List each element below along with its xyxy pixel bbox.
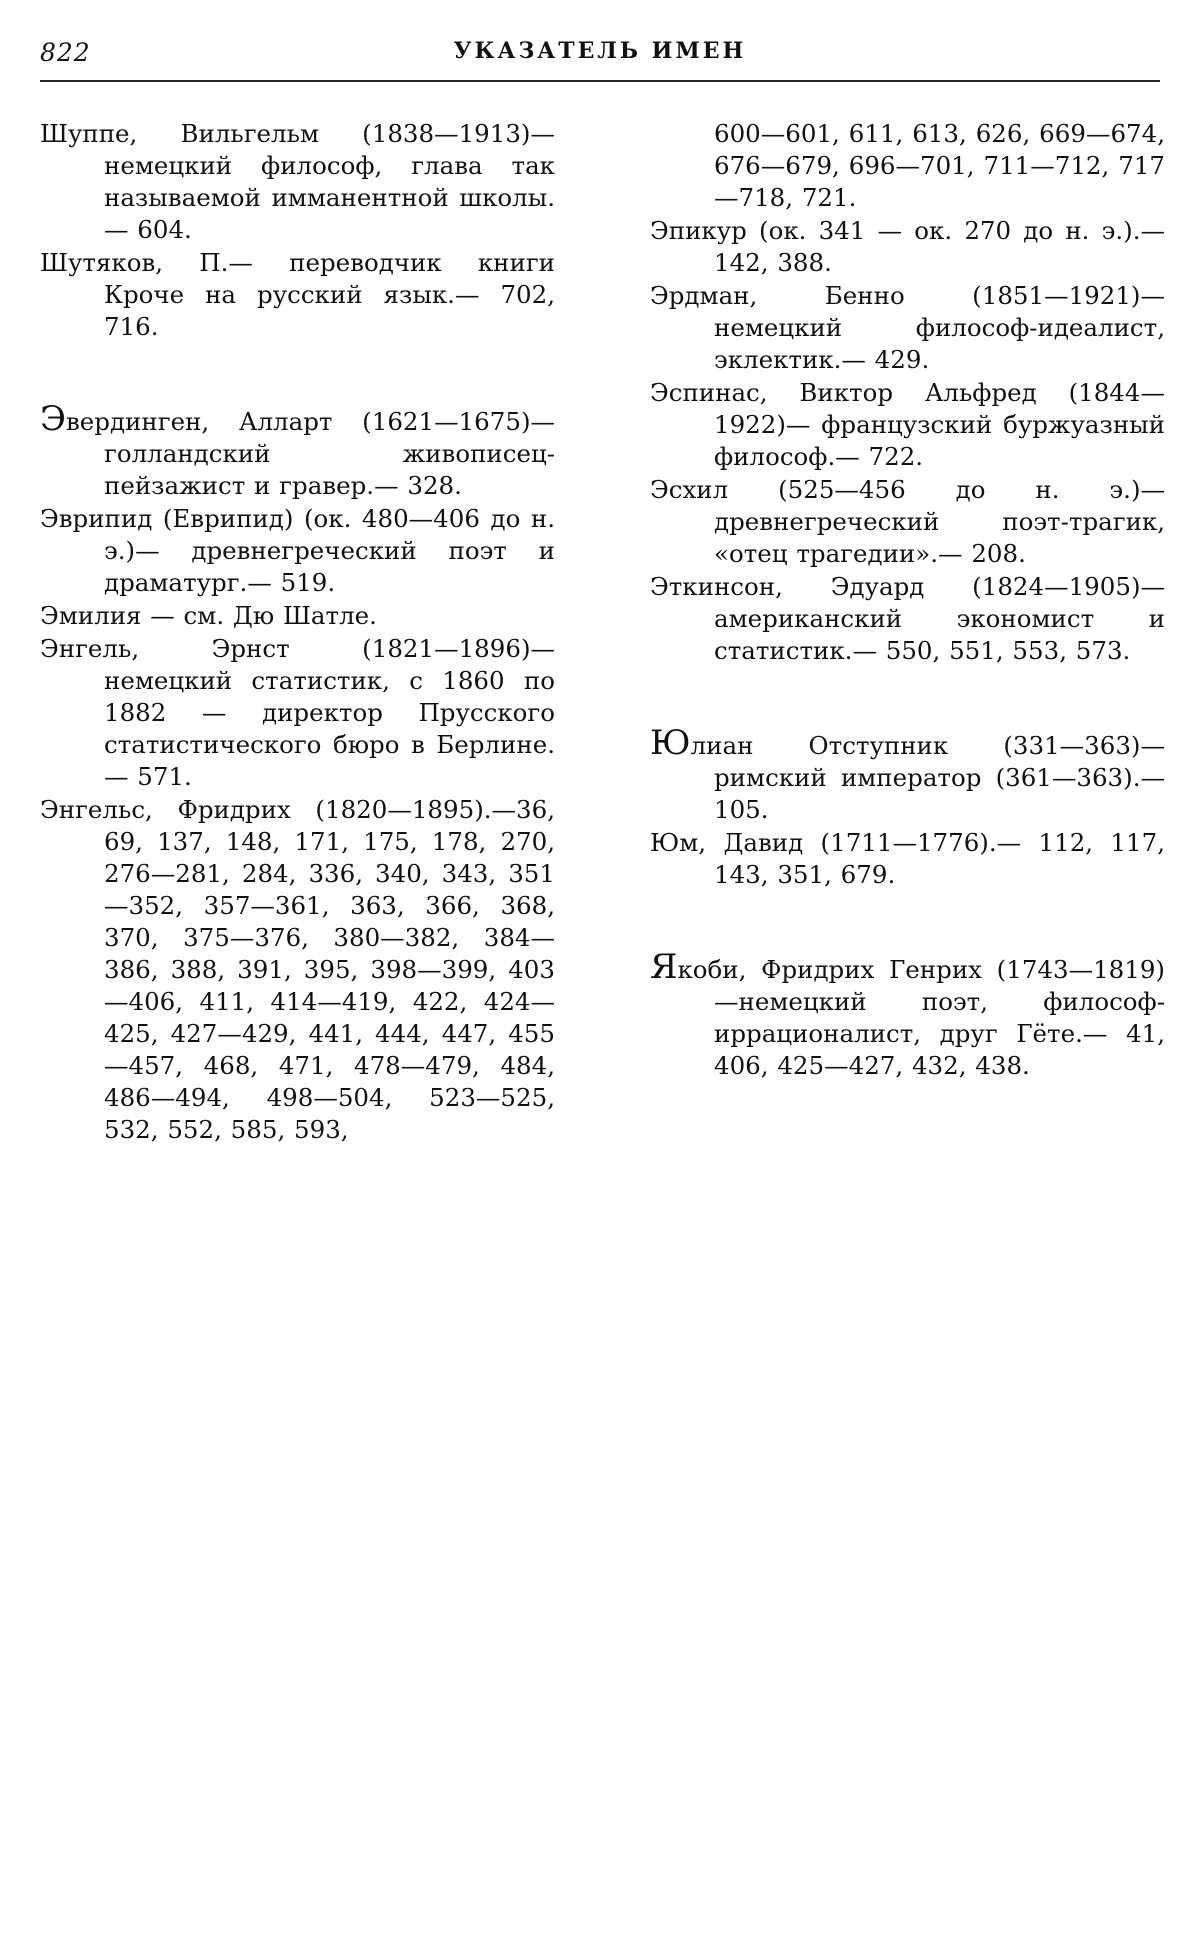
letter-section-initial: Я [650,947,678,987]
index-entry-text: Эспинас, Виктор Альфред (1844—1922)— французский буржуазный философ.— 722. [650,378,1165,471]
index-entry-text: Эврипид (Еврипид) (ок. 480—406 до н. э.)— древнегреческий поэт и драматург.— 519. [40,504,555,597]
index-entry-text: лиан Отступник (331—363)— римский император (361—363).— 105. [690,731,1165,824]
index-entry [650,118,1165,214]
index-entry [650,377,1165,473]
index-entry-text: Шутяков, П.— переводчик книги Кроче на русский язык.— 702, 716. [40,248,555,341]
index-entry [40,247,555,343]
index-entry-text: 600—601, 611, 613, 626, 669—674, 676—679, 696—701, 711—712, 717—718, 721. [714,119,1165,212]
index-entry-text: Юм, Давид (1711—1776).— 112, 117, 143, 351, 679. [650,828,1165,889]
index-entry [40,503,555,599]
index-entry-text: Шуппе, Вильгельм (1838—1913)— немецкий философ, глава так называемой имманентной школы.— 604. [40,119,555,244]
page-header [40,30,1160,82]
letter-section-initial: Э [40,399,67,439]
index-entry-text: Эпикур (ок. 341 — ок. 270 до н. э.).— 142, 388. [650,216,1165,277]
left-column [40,118,555,1147]
index-entry [650,723,1165,826]
index-entry [650,215,1165,279]
index-entry-text: Эмилия — см. Дю Шатле. [40,601,377,630]
index-entry [650,280,1165,376]
index-entry-text: Энгель, Эрнст (1821—1896)— немецкий статистик, с 1860 по 1882 — директор Прусского статистического бюро в Берлине.— 571. [40,634,555,791]
index-entry-text: Эрдман, Бенно (1851—1921)— немецкий философ-идеалист, эклектик.— 429. [650,281,1165,374]
index-entry [40,600,555,632]
index-entry [650,947,1165,1082]
index-entry [40,399,555,502]
index-entry-text: Энгельс, Фридрих (1820—1895).—36, 69, 137, 148, 171, 175, 178, 270, 276—281, 284, 336, 340, 343, 351—352, 357—361, 363, 366, 368, 370, 375—376, 380—382, 384—386, 388, 391, 395, 398—399, 403—406, 411, 414—419, 422, 424—425, 427—429, 441, 444, 447, 455—457, 468, 471, 478—479, 484, 486—494, 498—504, 523—525, 532, 552, 585, 593, [40,795,555,1144]
page-number: 822 [40,38,91,67]
index-entry-text: Эткинсон, Эдуард (1824—1905)— американский экономист и статистик.— 550, 551, 553, 573. [650,572,1165,665]
letter-section-initial: Ю [650,723,691,763]
index-entry-text: Эсхил (525—456 до н. э.)— древнегреческий поэт-трагик, «отец трагедии».— 208. [650,475,1165,568]
index-entry [40,633,555,793]
index-entry [650,827,1165,891]
index-entry [650,571,1165,667]
index-entry [40,794,555,1146]
running-title: УКАЗАТЕЛЬ ИМЕН [453,38,747,64]
right-column [650,118,1165,1083]
index-entry-text: вердинген, Алларт (1621—1675)— голландский живописец-пейзажист и гравер.— 328. [66,407,555,500]
index-entry [40,118,555,246]
index-entry-text: коби, Фридрих Генрих (1743—1819)—немецкий поэт, философ-иррационалист, друг Гёте.— 41, 406, 425—427, 432, 438. [677,955,1165,1080]
index-entry [650,474,1165,570]
